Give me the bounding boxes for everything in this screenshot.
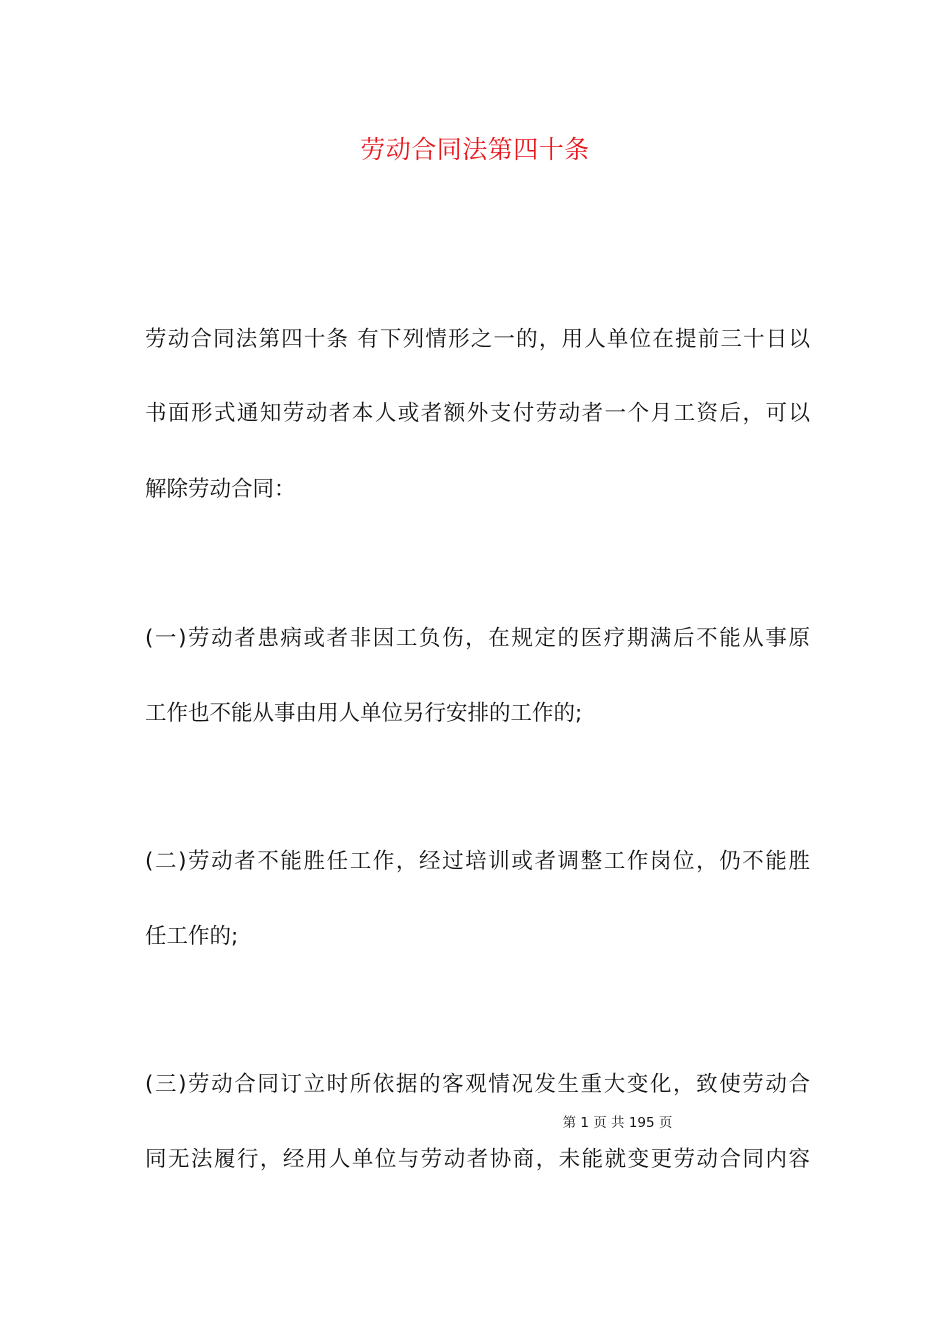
page-title: 劳动合同法第四十条 (360, 135, 590, 164)
page-number-footer: 第 1 页 共 195 页 (562, 1115, 673, 1131)
text-line: 任工作的; (145, 924, 239, 949)
text-line: (二)劳动者不能胜任工作，经过培训或者调整工作岗位，仍不能胜 (145, 849, 810, 874)
text-line: (三)劳动合同订立时所依据的客观情况发生重大变化，致使劳动合 (145, 1072, 810, 1097)
text-line: 工作也不能从事由用人单位另行安排的工作的; (145, 701, 583, 726)
text-line: (一)劳动者患病或者非因工负伤，在规定的医疗期满后不能从事原 (145, 626, 810, 651)
text-line: 劳动合同法第四十条 有下列情形之一的，用人单位在提前三十日以 (145, 327, 810, 352)
text-line: 解除劳动合同： (145, 477, 296, 502)
text-line: 书面形式通知劳动者本人或者额外支付劳动者一个月工资后，可以 (145, 401, 810, 426)
text-line: 同无法履行，经用人单位与劳动者协商，未能就变更劳动合同内容 (145, 1147, 810, 1172)
